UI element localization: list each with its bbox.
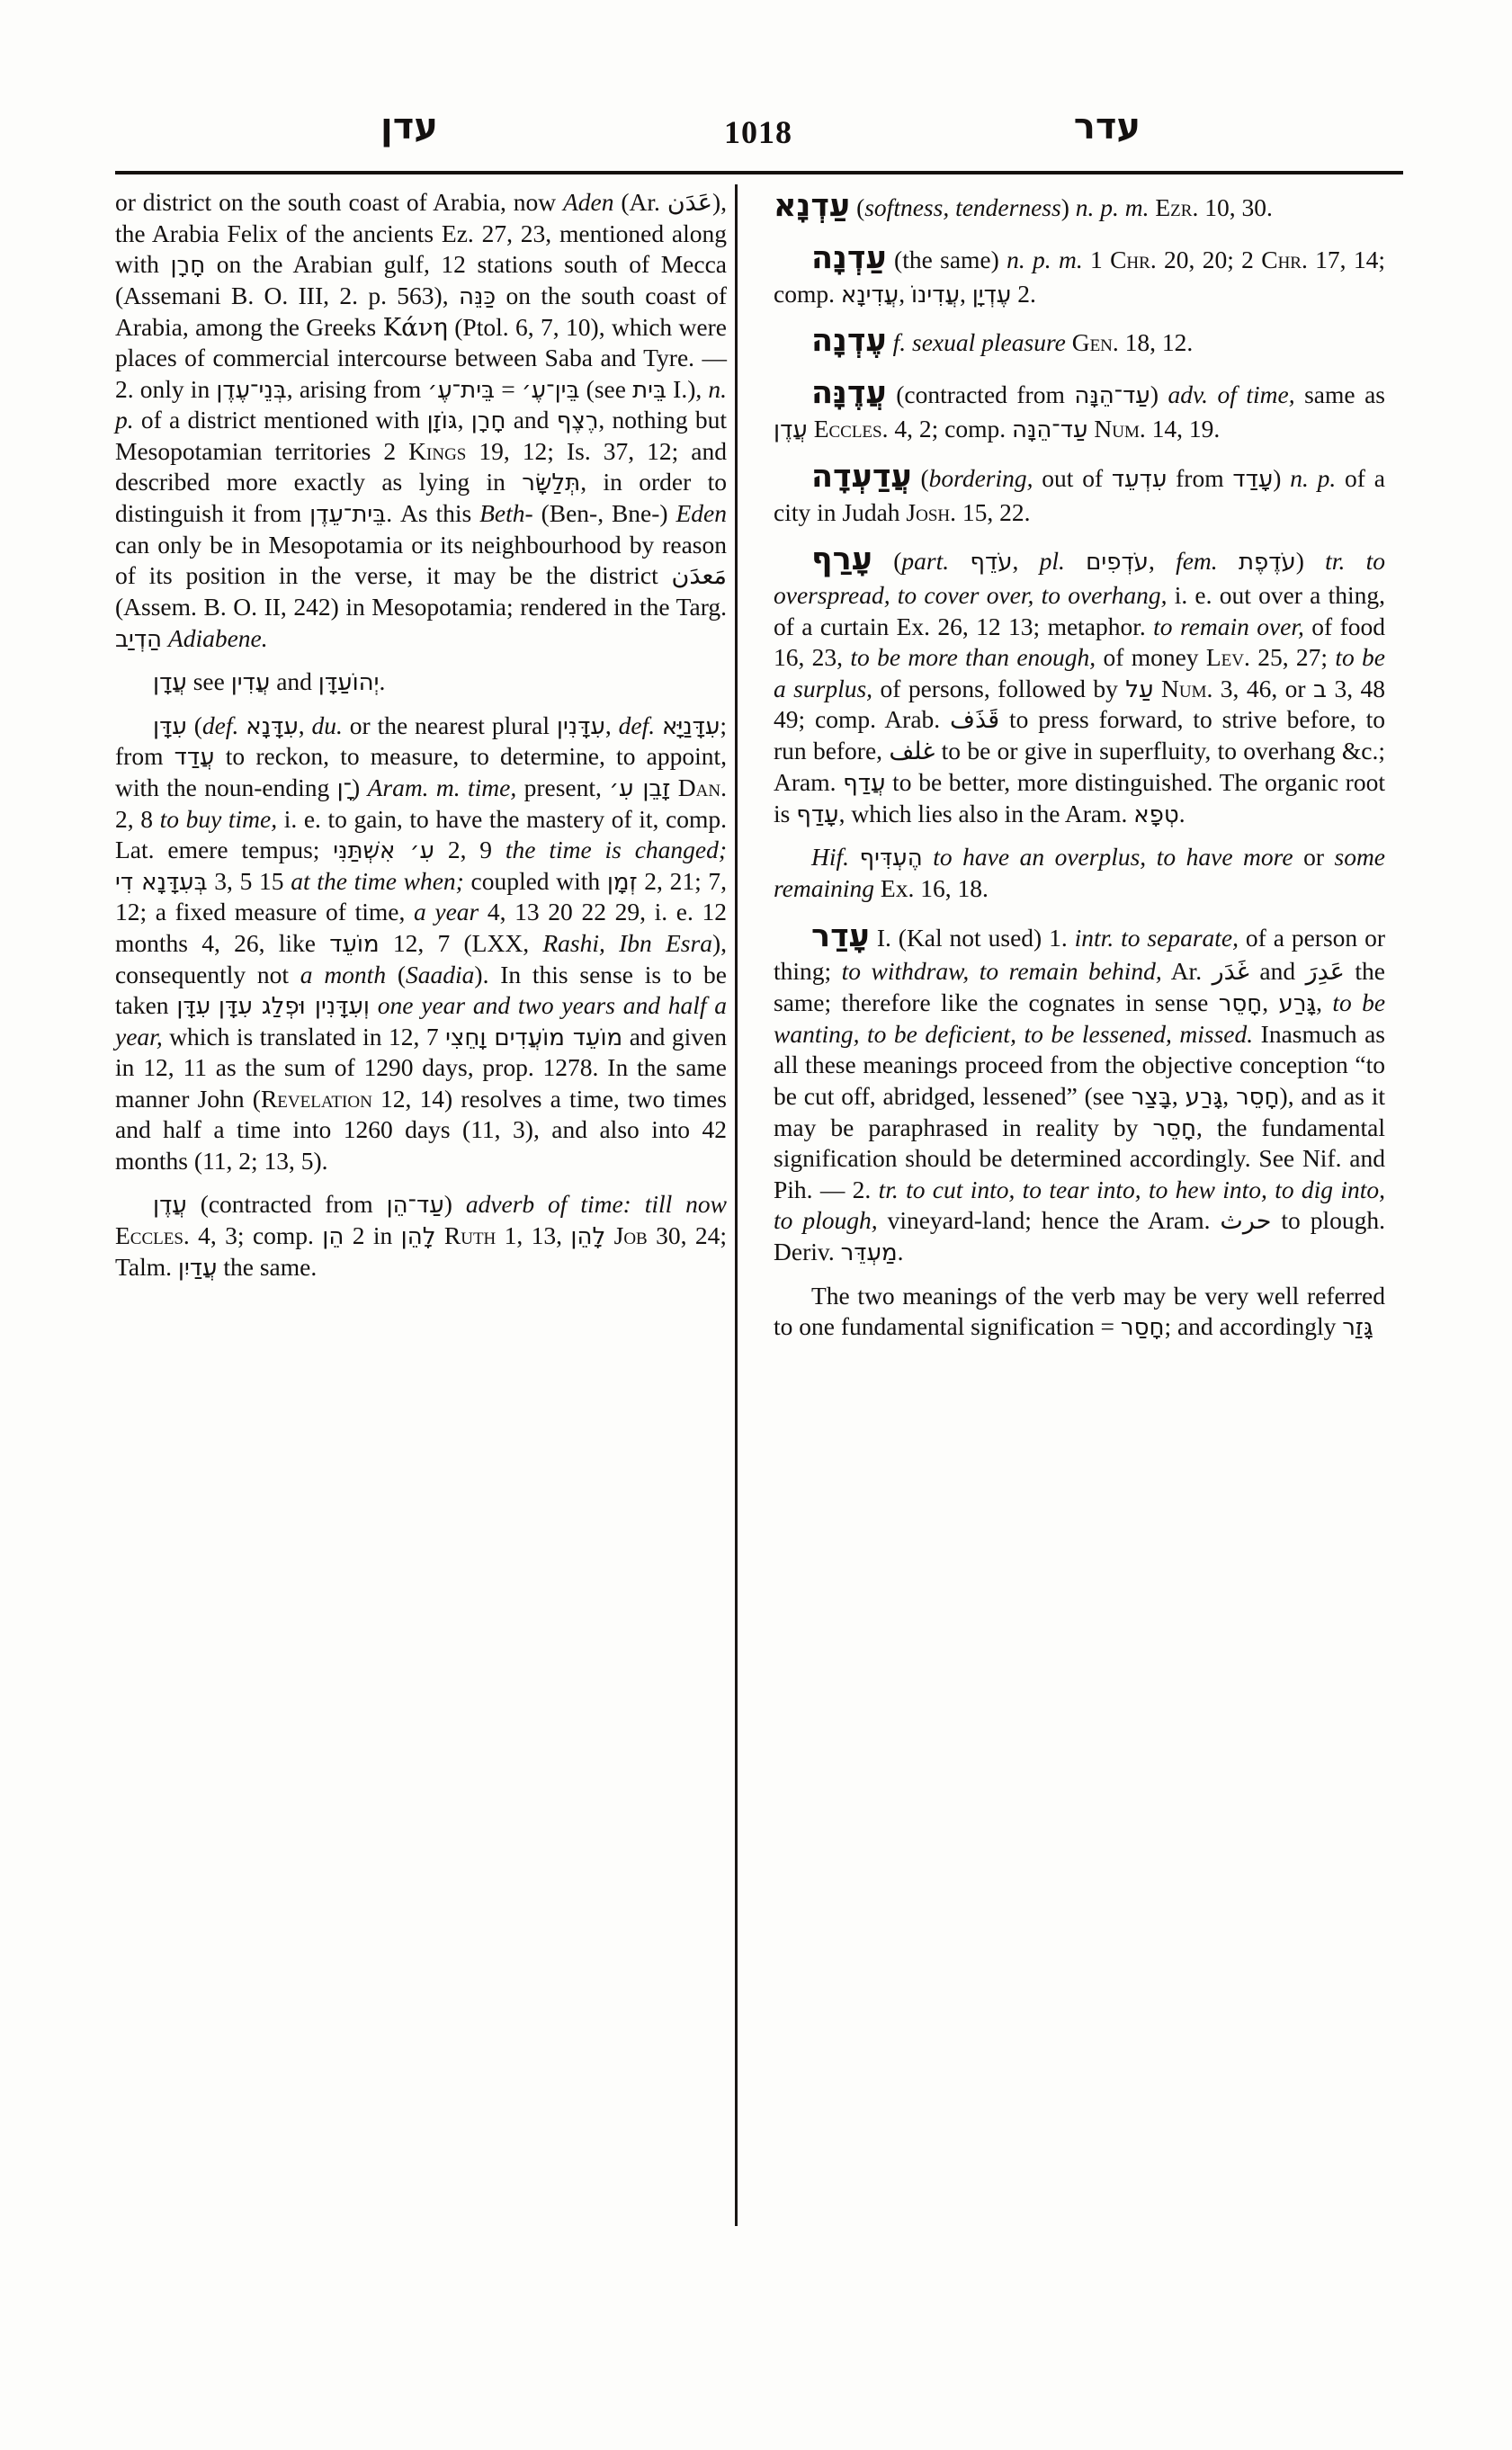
- body-text: ): [352, 773, 368, 801]
- body-text: ), and as it may be paraphrased in reality by: [774, 1081, 1385, 1141]
- body-text: 17, 14; comp.: [774, 245, 1385, 308]
- italic-gloss: fem.: [1176, 547, 1218, 576]
- arabic-word: عَدَن: [667, 189, 712, 217]
- body-text: The two meanings of the verb may be very well referred to one fundamental signification =: [774, 1281, 1385, 1341]
- hebrew-word: עֲדֶן: [774, 416, 808, 444]
- italic-gloss: n. p. m.: [1075, 193, 1150, 221]
- body-text: Ex. 16, 18.: [874, 874, 989, 903]
- hebrew-word: גָּרַע: [1278, 990, 1317, 1018]
- italic-gloss: to be wanting, to be deficient, to be lessened, missed.: [774, 988, 1386, 1048]
- italic-gloss: n. p.: [115, 374, 727, 434]
- italic-gloss: Aden: [562, 188, 614, 216]
- body-text: ): [1060, 193, 1076, 221]
- italic-gloss: Beth-: [479, 499, 533, 527]
- hebrew-word: בָּצַר: [1131, 1083, 1172, 1111]
- book-abbrev: Revelation: [260, 1084, 372, 1113]
- body-text: ), the Arabia Felix of the ancients Ez. 27, 23, mentioned along with: [115, 188, 727, 279]
- body-text: 19, 12; Is. 37, 12; and described more exactly as lying in: [115, 436, 727, 496]
- body-text: [655, 711, 662, 739]
- body-text: ): [1273, 463, 1291, 492]
- hebrew-word: עֲדָן: [153, 669, 187, 697]
- hebrew-word: ־ָן: [336, 775, 353, 802]
- body-text: ), consequently not: [115, 928, 727, 988]
- body-text: [1146, 843, 1157, 871]
- body-text: 2 in: [344, 1221, 401, 1249]
- body-text: and given in 12, 11 as the sum of 1290 days, prop. 1278. In the same manner John (: [115, 1022, 727, 1113]
- body-text: ,: [1262, 988, 1279, 1017]
- entry-paragraph: [774, 374, 1385, 445]
- italic-gloss: to be more than enough,: [850, 643, 1096, 672]
- entry-paragraph: [774, 187, 1385, 227]
- body-text: on the south coast of Arabia, among the Greeks: [115, 282, 727, 341]
- hebrew-word: גּוֹזָן: [426, 407, 458, 435]
- body-text: ,: [899, 279, 911, 308]
- body-text: =: [495, 374, 522, 403]
- hebrew-word: עָדַד: [1232, 465, 1274, 493]
- italic-gloss: n. p.: [1290, 463, 1337, 492]
- body-text: .: [379, 667, 386, 696]
- book-abbrev: Num.: [1161, 674, 1213, 702]
- hebrew-word: עֹדְפִים: [1086, 549, 1149, 577]
- body-text: out of: [1033, 463, 1112, 492]
- entry-paragraph: [774, 842, 1385, 904]
- arabic-word: غلف: [889, 738, 935, 766]
- body-text: (Ben-, Bne-): [532, 499, 676, 527]
- hebrew-word: עַד־הֵנָּה: [1074, 382, 1150, 410]
- entry-paragraph: [774, 322, 1385, 362]
- body-text: [1218, 547, 1239, 575]
- body-text: 18, 12.: [1118, 328, 1194, 357]
- italic-gloss: adv. of time,: [1168, 380, 1295, 409]
- entry-paragraph: [115, 187, 727, 654]
- body-text: coupled with: [463, 866, 607, 895]
- body-text: present,: [516, 773, 610, 801]
- body-text: [670, 773, 677, 801]
- body-text: , the fundamental signification should be determined accordingly. See Nif. and Pih. — 2.: [774, 1113, 1385, 1203]
- book-abbrev: Eccles.: [813, 415, 889, 443]
- entry-paragraph: [115, 1189, 727, 1283]
- body-text: [887, 328, 893, 356]
- arabic-word: غَدَر: [1212, 958, 1249, 987]
- italic-gloss: Saadia: [406, 960, 475, 988]
- italic-gloss: to have more: [1156, 843, 1293, 872]
- left-column: [115, 187, 727, 1283]
- italic-gloss: the time is changed;: [505, 836, 728, 864]
- hebrew-word: הַדְיַב: [115, 625, 163, 653]
- body-text: ,: [1171, 1081, 1185, 1110]
- body-text: , in order to distinguish it from: [115, 468, 727, 527]
- body-text: which is translated in 12, 7: [162, 1022, 446, 1051]
- body-text: (: [186, 711, 202, 739]
- hebrew-word: לָהֵן: [400, 1222, 436, 1250]
- italic-gloss: some remaining: [774, 843, 1386, 903]
- body-text: to press forward, to strive before, to run before,: [774, 705, 1385, 765]
- hebrew-word: חָסֵר: [1152, 1114, 1197, 1142]
- hebrew-word: הֶעְדִּיף: [859, 845, 923, 872]
- hebrew-word: חָסֵר: [1236, 1083, 1280, 1111]
- hebrew-word: עֲדִין: [230, 669, 271, 697]
- body-text: [949, 547, 970, 575]
- arabic-word: عَدِرَ: [1305, 958, 1345, 987]
- body-text: or district on the south coast of Arabia, now: [115, 188, 563, 216]
- hebrew-word: בְּעִדָּנָא דִי: [115, 868, 208, 896]
- entry-headword: עָדַר: [811, 917, 870, 954]
- body-text: (Ptol. 6, 7, 10), which were places of commercial intercourse between Saba and Tyre. — 2. only in: [115, 312, 727, 403]
- body-text: to be better, more distinguished. The organic root is: [774, 768, 1385, 827]
- body-text: (see: [579, 374, 633, 403]
- book-abbrev: Josh.: [906, 497, 957, 526]
- body-text: can only be in Mesopotamia or its neighbourhood by reason of its position in the verse, it may be the district: [115, 530, 727, 590]
- hebrew-word: בֵּית־עֵדֶן: [309, 501, 387, 528]
- body-text: 14, 19.: [1145, 415, 1221, 443]
- book-abbrev: Num.: [1094, 415, 1146, 443]
- body-text: 2, 21; 7, 12; a fixed measure of time,: [115, 866, 728, 926]
- body-text: [370, 991, 378, 1019]
- book-abbrev: Ezr.: [1155, 193, 1199, 221]
- italic-gloss: to withdraw, to remain behind,: [841, 957, 1162, 986]
- book-abbrev: Job: [613, 1221, 648, 1249]
- body-text: ,: [298, 711, 312, 739]
- body-text: 30, 24; Talm.: [115, 1221, 727, 1281]
- body-text: 20, 20; 2: [1156, 245, 1262, 273]
- body-text: [162, 624, 168, 652]
- hebrew-word: זָבֵן עִ׳: [609, 775, 671, 802]
- italic-gloss: to have an overplus,: [933, 843, 1147, 872]
- book-abbrev: Chr.: [1261, 245, 1308, 273]
- hebrew-word: עִדָּנַיָּא: [662, 712, 720, 740]
- body-text: [808, 415, 814, 443]
- body-text: 4, 2; comp.: [888, 415, 1012, 443]
- body-text: 1: [1082, 245, 1111, 273]
- body-text: 2, 9: [434, 836, 505, 864]
- hebrew-word: עֶדְיָן: [971, 281, 1012, 308]
- hebrew-word: עִדְעֵד: [1111, 465, 1168, 493]
- body-text: of a district mentioned with: [133, 406, 427, 434]
- body-text: 1, 13,: [496, 1221, 571, 1249]
- hebrew-word: עִדָּן: [153, 712, 187, 740]
- italic-gloss: to remain over,: [1153, 612, 1304, 640]
- arabic-word: حرث: [1220, 1207, 1272, 1236]
- body-text: vineyard-land; hence the Aram.: [877, 1206, 1221, 1235]
- body-text: to reckon, to measure, to determine, to appoint, with the noun-ending: [115, 742, 727, 801]
- hebrew-word: עִדָּן: [176, 993, 211, 1020]
- body-text: , arising from: [286, 374, 428, 403]
- entry-paragraph: [115, 711, 727, 1177]
- hebrew-word: חָרָן: [470, 407, 506, 435]
- italic-gloss: softness, tenderness: [864, 193, 1061, 221]
- italic-gloss: adverb of time: till now: [465, 1190, 727, 1219]
- body-text: on the Arabian gulf, 12 stations south of Mecca (Assemani B. O. III, 2. p. 563),: [115, 250, 727, 309]
- italic-gloss: tr. to overspread, to cover over, to overhang,: [774, 547, 1385, 610]
- hebrew-word: עַד־הֵנָּה: [1012, 416, 1088, 444]
- body-text: of money: [1096, 643, 1206, 672]
- hebrew-word: עַל: [1125, 675, 1154, 703]
- body-text: [1066, 328, 1072, 356]
- body-text: or the nearest plural: [342, 711, 557, 739]
- body-text: 4, 13 20 22 29, i. e. 12 months 4, 26, like: [115, 898, 727, 957]
- hebrew-word: הֵן: [322, 1222, 344, 1250]
- hebrew-word: זְמָן: [606, 868, 638, 896]
- body-text: 15, 22.: [956, 497, 1031, 526]
- body-text: 3, 5 15: [207, 866, 291, 895]
- body-text: , nothing but Mesopotamian territories 2: [115, 406, 727, 465]
- italic-gloss: du.: [311, 711, 343, 739]
- hebrew-word: בֵּין־עֶ׳: [521, 376, 580, 404]
- hebrew-word: בְּנֵי־עֶדֶן: [216, 376, 287, 404]
- body-text: .: [1178, 799, 1185, 827]
- body-text: 25, 27;: [1249, 643, 1336, 672]
- body-text: ): [1150, 380, 1168, 409]
- body-text: I. (Kal not used) 1.: [869, 923, 1075, 952]
- body-text: 12, 7 (LXX,: [379, 928, 543, 957]
- entry-paragraph: [774, 917, 1385, 1268]
- body-text: [605, 1221, 613, 1249]
- hebrew-word: בֵּית־עֶ׳: [427, 376, 496, 404]
- italic-gloss: at the time when;: [291, 866, 464, 895]
- hebrew-word: תְּלַשָּׂר: [522, 469, 581, 497]
- body-text: of food 16, 23,: [774, 612, 1385, 672]
- body-text: of a person or thing;: [774, 923, 1385, 986]
- hebrew-word: עִ׳ אִשְׁתַּנִּי: [333, 837, 434, 865]
- body-text: ,: [604, 711, 619, 739]
- hebrew-word: מַעְדֵּר: [840, 1239, 898, 1267]
- body-text: from: [1167, 463, 1233, 492]
- hebrew-word: עִדָּנָא: [246, 712, 299, 740]
- hebrew-word: מוֹעֵד: [329, 930, 380, 958]
- hebrew-word: וְעִדָּנִין וּפְלַג עִדָּן: [218, 993, 370, 1020]
- italic-gloss: def.: [618, 711, 656, 739]
- page-number: 1018: [724, 114, 792, 150]
- book-abbrev: Ruth: [443, 1221, 497, 1249]
- book-abbrev: Dan.: [677, 773, 727, 801]
- header-hebrew-left: עדן: [380, 106, 438, 148]
- body-text: (: [911, 463, 929, 492]
- body-text: Ar.: [1161, 957, 1212, 986]
- entry-headword: עֲדֶנָּה: [811, 375, 887, 412]
- hebrew-word: עֲדִינָא: [840, 281, 899, 308]
- hebrew-word: מוֹעֵד מוֹעֲדִים וָחֵצִי: [445, 1024, 623, 1051]
- body-text: ; from: [115, 711, 727, 771]
- hebrew-word: לָהֵן: [570, 1222, 606, 1250]
- body-text: (the same): [886, 245, 1007, 273]
- book-abbrev: Chr.: [1110, 245, 1157, 273]
- body-text: .: [897, 1238, 904, 1266]
- hebrew-word: עֹדֵף: [970, 549, 1013, 577]
- italic-gloss: a year: [413, 898, 479, 926]
- right-column: [774, 187, 1385, 1343]
- body-text: [436, 1221, 444, 1249]
- italic-gloss: Rashi, Ibn Esra: [542, 928, 712, 957]
- italic-gloss: n. p. m.: [1007, 245, 1083, 273]
- body-text: 3, 48 49; comp. Arab.: [774, 674, 1386, 734]
- body-text: i. e. to gain, to have the mastery of it, comp. Lat. emere tempus;: [115, 804, 727, 864]
- hebrew-word: גָּרַע: [1185, 1083, 1223, 1111]
- entry-headword: עַדְנָה: [811, 239, 887, 276]
- entry-paragraph: [115, 666, 727, 698]
- body-text: (: [872, 547, 902, 576]
- hebrew-word: ב: [1313, 675, 1328, 703]
- body-text: the same; therefore like the cognates in sense: [774, 957, 1385, 1017]
- entry-headword: עַדְנָא: [774, 188, 851, 224]
- hebrew-word: כַּנֵּה: [458, 283, 497, 310]
- italic-gloss: Adiabene.: [167, 623, 268, 652]
- body-text: 4, 3; comp.: [189, 1221, 323, 1249]
- header-rule: [115, 171, 1403, 174]
- body-text: and: [270, 667, 318, 696]
- body-text: same as: [1294, 380, 1385, 409]
- header-hebrew-right: עדר: [1073, 106, 1141, 148]
- entry-paragraph: [774, 541, 1385, 829]
- body-text: ,: [1222, 1081, 1236, 1110]
- entry-paragraph: [774, 1281, 1385, 1343]
- hebrew-word: עֹדֶפֶת: [1238, 549, 1296, 577]
- hebrew-word: חָרָן: [170, 252, 206, 280]
- hebrew-word: עֲדַף: [843, 770, 886, 798]
- body-text: 10, 30.: [1198, 193, 1273, 221]
- body-text: ; and accordingly: [1164, 1312, 1343, 1341]
- body-text: ,: [959, 279, 972, 308]
- entry-paragraph: [774, 458, 1385, 528]
- body-text: 3, 46, or: [1212, 674, 1313, 702]
- hebrew-word: טְפָא: [1133, 800, 1179, 828]
- hebrew-word: יְהוֹעַדָּן: [318, 669, 380, 697]
- body-text: (contracted from: [886, 380, 1075, 409]
- body-text: ,: [457, 406, 471, 434]
- hebrew-word: עַד־הֵן: [386, 1192, 444, 1220]
- hebrew-word: עֲדַיִן: [177, 1254, 218, 1282]
- italic-gloss: intr. to separate,: [1074, 923, 1239, 952]
- body-text: (Assem. B. O. II, 242) in Mesopotamia; rendered in the Targ.: [115, 593, 727, 621]
- italic-gloss: pl.: [1039, 547, 1065, 576]
- book-abbrev: Kings: [408, 436, 467, 465]
- italic-gloss: def.: [201, 711, 239, 739]
- entry-paragraph: [774, 239, 1385, 310]
- body-text: or: [1293, 843, 1335, 872]
- hebrew-word: רֶצֶף: [556, 407, 599, 435]
- body-text: ,: [1012, 547, 1040, 576]
- body-text: [1154, 675, 1161, 702]
- body-text: Inasmuch as all these meanings proceed from the objective conception “to be cut off, abridged, lessened” (see: [774, 1019, 1385, 1110]
- italic-gloss: f. sexual pleasure: [892, 328, 1066, 357]
- body-text: (contracted from: [186, 1190, 387, 1219]
- italic-gloss: to be a surplus,: [774, 643, 1385, 702]
- body-text: . As this: [386, 499, 480, 527]
- body-text: ,: [1148, 547, 1176, 576]
- italic-gloss: a month: [300, 960, 387, 988]
- body-text: of persons, followed by: [872, 674, 1126, 702]
- body-text: (: [850, 193, 865, 221]
- body-text: and: [1248, 957, 1306, 986]
- arabic-word: مَعدَن: [671, 562, 727, 591]
- hebrew-word: עָדַף: [796, 800, 839, 828]
- greek-word: Κάνη: [382, 312, 448, 342]
- italic-gloss: one year and two years and half a year,: [115, 991, 728, 1051]
- hebrew-word: גָּזַר: [1342, 1314, 1373, 1342]
- body-text: (: [386, 960, 407, 988]
- book-abbrev: Eccles.: [115, 1221, 190, 1249]
- body-text: [849, 843, 860, 871]
- arabic-word: قَذَف: [950, 706, 1000, 735]
- hebrew-word: חָסֵר: [1218, 990, 1263, 1018]
- body-text: [1065, 547, 1086, 575]
- body-text: and: [505, 406, 557, 434]
- body-text: ). In this sense is to be taken: [115, 960, 727, 1019]
- entry-headword: עָרַף: [811, 541, 872, 578]
- body-text: 2.: [1011, 279, 1036, 308]
- italic-gloss: tr. to cut into, to tear into, to hew into, to dig into, to plough,: [774, 1175, 1386, 1235]
- body-text: I.),: [667, 374, 709, 403]
- hebrew-word: עֲדִינוֹ: [910, 281, 960, 308]
- body-text: (Ar.: [613, 188, 667, 216]
- body-text: the same.: [217, 1252, 318, 1281]
- italic-gloss: part.: [901, 547, 950, 576]
- entry-headword: עֶדְנָה: [811, 323, 887, 360]
- body-text: ): [443, 1190, 466, 1219]
- hebrew-word: עֲדַד: [174, 744, 215, 772]
- body-text: to plough. Deriv.: [774, 1206, 1385, 1266]
- body-text: 12, 14) resolves a time, two times and half a time into 1260 days (11, 3), and also into 42 months (11, 2; 13, 5).: [115, 1084, 727, 1175]
- hebrew-word: בֵּית: [632, 376, 667, 404]
- hebrew-word: עִדָּנִין: [556, 712, 605, 740]
- italic-gloss: to buy time,: [159, 804, 278, 833]
- body-text: [923, 843, 934, 871]
- column-divider: [735, 184, 738, 2226]
- body-text: i. e. out over a thing, of a curtain Ex. 26, 12 13; metaphor.: [774, 581, 1385, 640]
- body-text: 2, 8: [115, 804, 160, 833]
- italic-gloss: Eden: [675, 499, 727, 527]
- hebrew-word: עֲדֶן: [153, 1192, 187, 1220]
- body-text: to be or give in superfluity, to overhang &c.; Aram.: [774, 737, 1385, 797]
- body-text: ,: [1316, 988, 1333, 1017]
- page-header: [115, 106, 1401, 169]
- entry-headword: עֲדַעְדָה: [811, 458, 912, 495]
- body-text: , which lies also in the Aram.: [838, 799, 1134, 827]
- book-abbrev: Lev.: [1205, 643, 1250, 672]
- body-text: of a city in Judah: [774, 463, 1385, 526]
- hebrew-word: חָסַר: [1120, 1314, 1165, 1342]
- body-text: ): [1295, 547, 1326, 576]
- italic-gloss: bordering,: [928, 463, 1033, 492]
- italic-gloss: Hif.: [811, 843, 850, 872]
- italic-gloss: Aram. m. time,: [367, 773, 517, 801]
- body-text: see: [186, 667, 231, 696]
- book-abbrev: Gen.: [1071, 328, 1119, 357]
- body-text: [210, 991, 219, 1019]
